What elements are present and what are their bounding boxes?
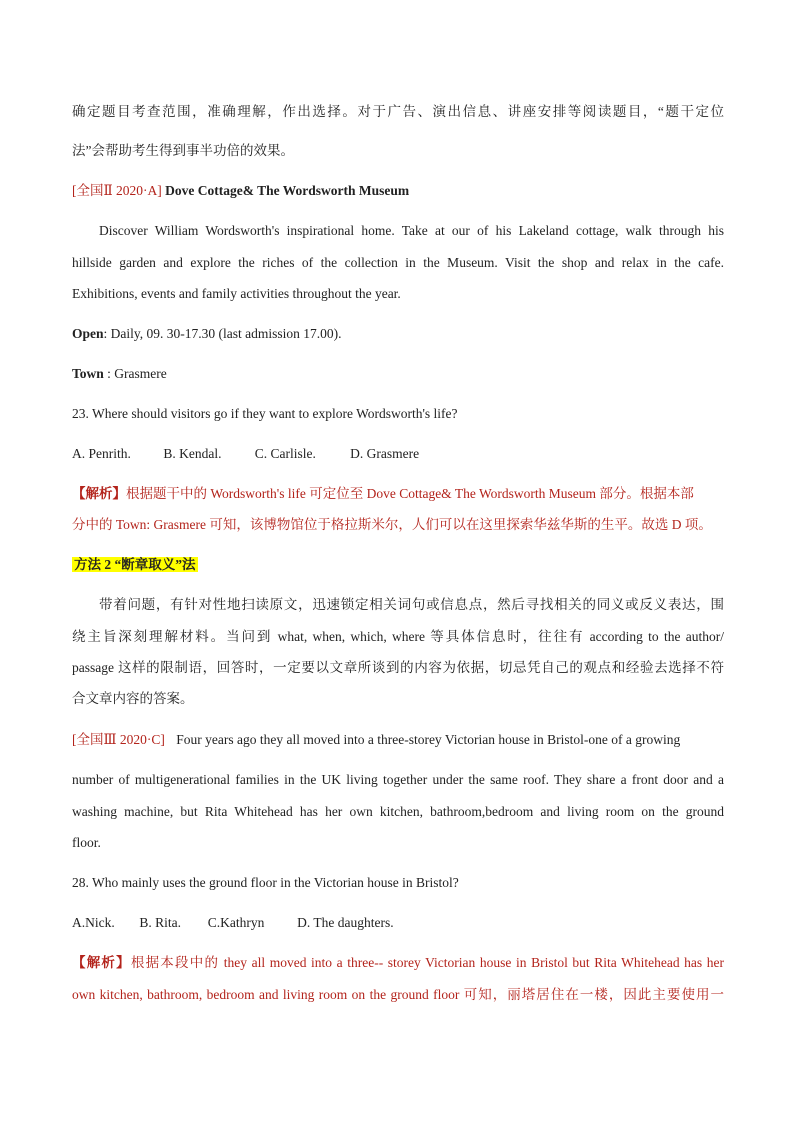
analysis1-text-1: 根据题干中的 Wordsworth's life 可定位至 Dove Cottage& The Wordsworth Museum 部分。根据本部 [126,486,694,501]
open-hours [72,325,724,343]
intro-line-1: 确定题目考查范围，准确理解，作出选择。对于广告、演出信息、讲座安排等阅读题目，“题干定位 [72,104,724,119]
passage1-heading [72,182,724,200]
q28-option-d: D. The daughters. [297,915,394,930]
analysis2-line-2: own kitchen, bathroom, bedroom and living room on the ground floor 可知，丽塔居住在一楼，因此主要使用一 [72,987,724,1002]
passage2-body-3: washing machine, but Rita Whitehead has her own kitchen, bathroom,bedroom and living room on the ground [72,804,724,819]
town-label: Town [72,366,104,381]
analysis2-line-1 [72,954,724,972]
open-label: Open [72,326,104,341]
q23-option-d: D. Grasmere [350,446,420,461]
method2-line-4: 合文章内容的答案。 [72,691,194,706]
passage2-source: [全国Ⅲ 2020·C] [72,732,165,747]
town-value: : Grasmere [103,366,167,381]
q28-option-a: A.Nick. [72,915,115,930]
method2-line-3: passage 这样的限制语，回答时，一定要以文章所谈到的内容为依据，切忌凭自己的观点和经验去选择不符 [72,660,724,675]
method2-line-2: 绕主旨深刻理解材料。当问到 what, when, which, where 等具体信息时，往往有 according to the author/ [72,629,724,644]
passage2-body-2: number of multigenerational families in the UK living together under the same roof. They share a front door and a [72,772,724,787]
q23-option-a: A. Penrith. [72,446,131,461]
analysis1-line-1 [72,485,724,503]
analysis2-tag: 【解析】 [72,955,131,970]
method2-heading-row [72,556,724,574]
passage1-body-3: Exhibitions, events and family activities throughout the year. [72,286,401,301]
q28-option-b: B. Rita. [139,915,182,930]
q23-option-c: C. Carlisle. [254,446,316,461]
open-value: : Daily, 09. 30-17.30 (last admission 17.00). [103,326,342,341]
question-28-stem: 28. Who mainly uses the ground floor in the Victorian house in Bristol? [72,875,459,890]
passage1-body-2: hillside garden and explore the riches of the collection in the Museum. Visit the shop and relax in the cafe. [72,255,724,270]
passage1-body-1: Discover William Wordsworth's inspirational home. Take at our of his Lakeland cottage, walk through his [99,223,724,238]
question-28-options [72,914,724,932]
analysis1-line-2: 分中的 Town: Grasmere 可知，该博物馆位于格拉斯米尔，人们可以在这里探索华兹华斯的生平。故选 D 项。 [72,517,712,532]
question-23-stem: 23. Where should visitors go if they want to explore Wordsworth's life? [72,406,458,421]
intro-line-2: 法”会帮助考生得到事半功倍的效果。 [72,143,294,158]
passage1-title: Dove Cottage& The Wordsworth Museum [165,183,410,198]
analysis2-text-1: 根据本段中的 they all moved into a three-- storey Victorian house in Bristol but Rita Whitehead has her [130,955,724,970]
town-info [72,365,724,383]
analysis1-tag: 【解析】 [72,486,126,501]
question-23-options [72,445,724,463]
passage2-body-1: Four years ago they all moved into a three-storey Victorian house in Bristol-one of a growing [176,732,681,747]
passage1-source: [全国Ⅱ 2020·A] [72,183,162,198]
method2-line-1: 带着问题，有针对性地扫读原文，迅速锁定相关词句或信息点，然后寻找相关的同义或反义表达，围 [99,597,724,612]
q23-option-b: B. Kendal. [163,446,222,461]
passage2-line-1 [72,731,724,749]
passage2-body-4: floor. [72,835,101,850]
method2-heading: 方法 2 “断章取义”法 [74,557,196,572]
q28-option-c: C.Kathryn [207,915,265,930]
